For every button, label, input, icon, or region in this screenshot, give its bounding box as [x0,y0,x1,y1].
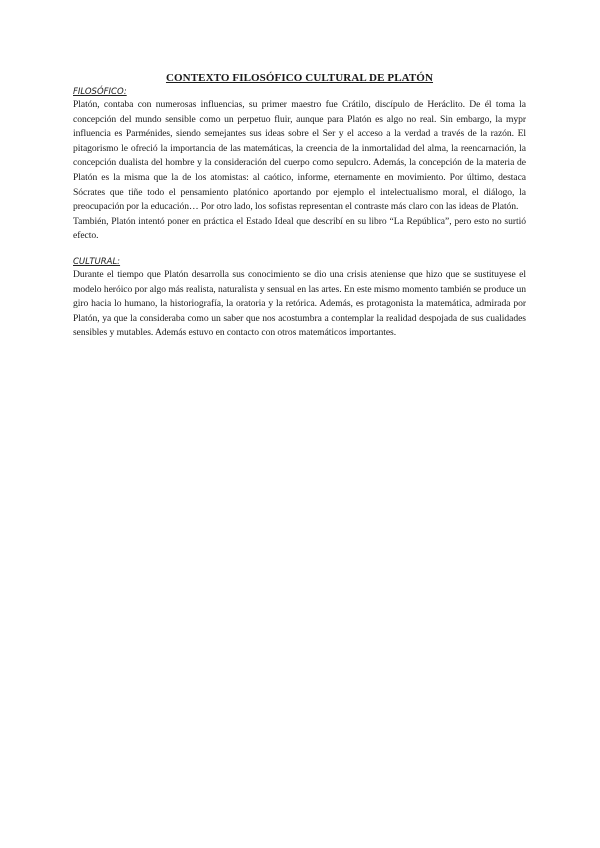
paragraph-cultural-1: Durante el tiempo que Platón desarrolla sus conocimiento se dio una crisis ateniense que hizo que se sustituyese el modelo heróico por algo más realista, naturalista y sensual en las artes. En este mismo momento también se produce un giro hacia lo humano, la historiografía, la oratoria y la retórica. Además, es protagonista la matemática, admirada por Platón, ya que la consideraba como un saber que nos acostumbra a contemplar la realidad despojada de sus cualidades sensibles y mutables. Además estuvo en contacto con otros matemáticos importantes. [73,268,526,339]
document-page [73,72,526,341]
document-title: CONTEXTO FILOSÓFICO CULTURAL DE PLATÓN [165,72,434,84]
paragraph-filosofico-1: Platón, contaba con numerosas influencias, su primer maestro fue Crátilo, discípulo de Heráclito. De él toma la concepción del mundo sensible como un perpetuo fluir, aunque para Platón es algo no real. Sin embargo, la mypr influencia es Parménides, siendo semejantes sus ideas sobre el Ser y el acceso a la verdad a través de la razón. El pitagorismo le ofreció la importancia de las matemáticas, la creencia de la inmortalidad del alma, la reencarnación, la concepción dualista del hombre y la consideración del cuerpo como sepulcro. Además, la concepción de la materia de Platón es la misma que la de los atomistas: al caótico, informe, eternamente en movimiento. Por último, destaca Sócrates que tiñe todo el pensamiento platónico aportando por ejemplo el intelectualismo moral, el diálogo, la preocupación por la educación… Por otro lado, los sofistas representan el contraste más claro con las ideas de Platón. [73,99,526,213]
section-spacer [73,244,526,256]
section-heading-filosofico: FILOSÓFICO: [73,87,127,97]
section-cultural [73,256,526,341]
section-heading-cultural: CULTURAL: [73,256,121,267]
section-filosofico [73,86,526,244]
paragraph-filosofico-2: También, Platón intentó poner en práctica el Estado Ideal que describí en su libro “La República”, pero esto no surtió efecto. [73,215,526,242]
